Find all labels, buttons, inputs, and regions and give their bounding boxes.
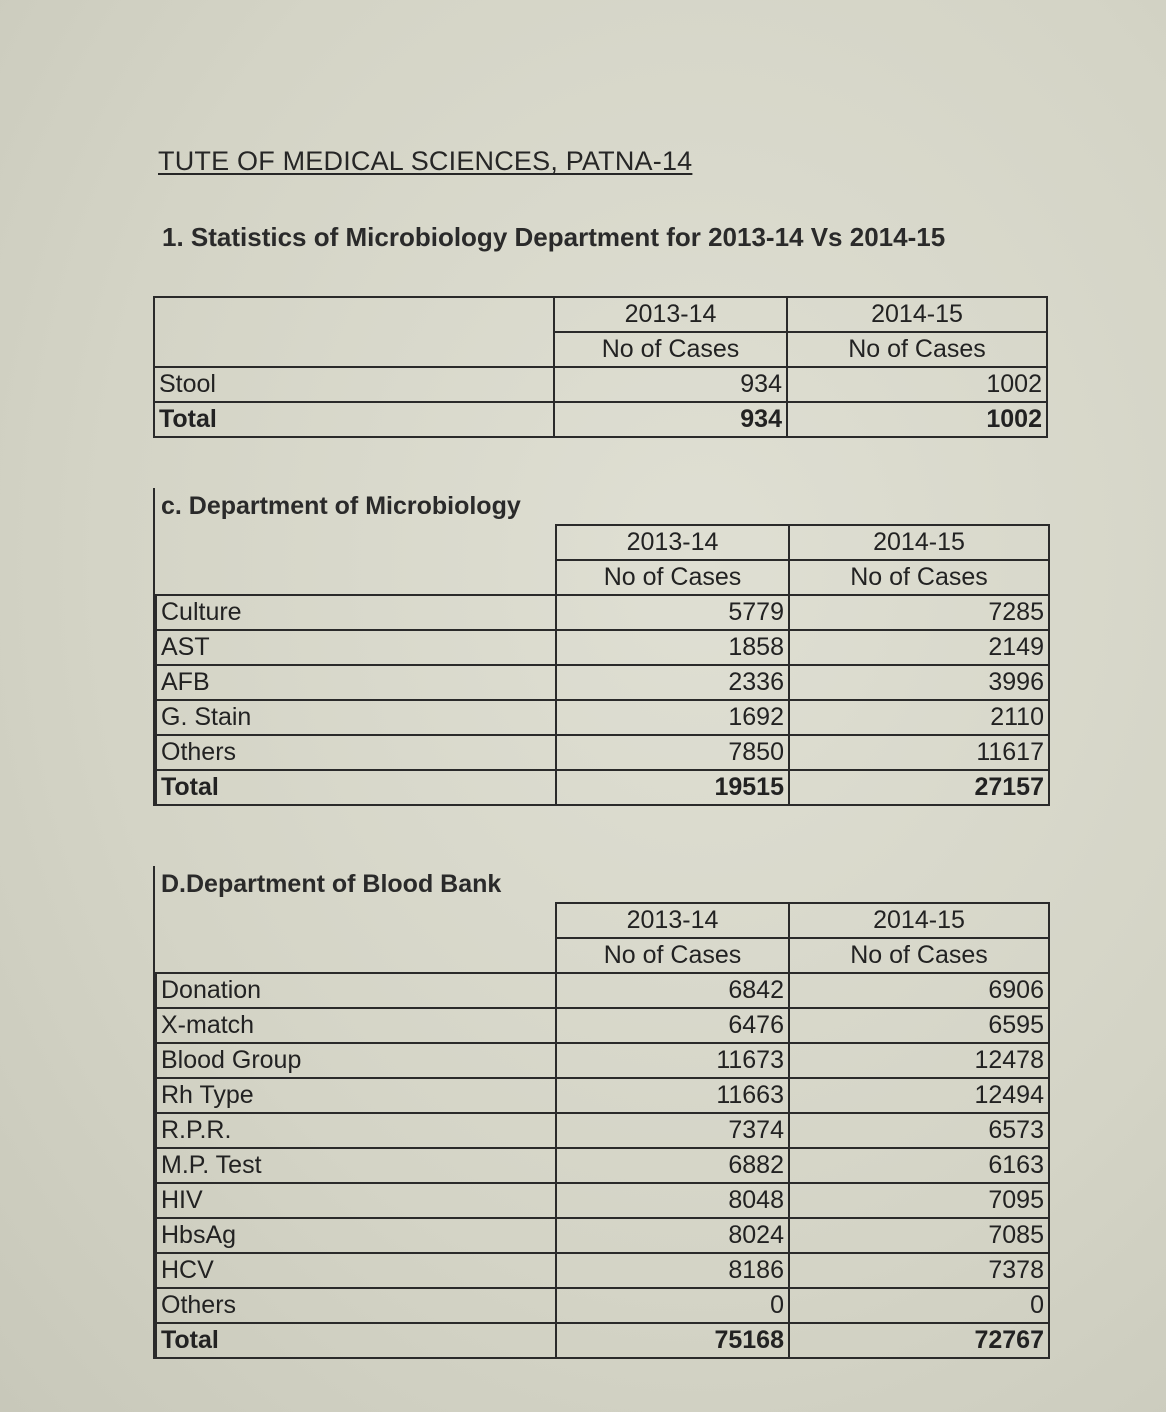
year-2013-14-header: 2013-14: [556, 525, 789, 560]
value-2014-15: 27157: [789, 770, 1049, 805]
row-label: Stool: [154, 367, 554, 402]
value-2013-14: 1692: [556, 700, 789, 735]
value-2014-15: 6595: [789, 1008, 1049, 1043]
cases-header-2013-14: No of Cases: [556, 560, 789, 595]
value-2013-14: 11663: [556, 1078, 789, 1113]
row-label: Rh Type: [156, 1078, 556, 1113]
microbiology-section: [153, 488, 1050, 806]
cases-header-2014-15: No of Cases: [789, 938, 1049, 973]
row-label: G. Stain: [156, 700, 556, 735]
section-title: c. Department of Microbiology: [161, 492, 521, 520]
blood-bank-section: [153, 866, 1050, 1359]
row-label: Culture: [156, 595, 556, 630]
table-row: [156, 700, 1049, 735]
row-label: AST: [156, 630, 556, 665]
value-2014-15: 12478: [789, 1043, 1049, 1078]
value-2014-15: 11617: [789, 735, 1049, 770]
table-row: [156, 630, 1049, 665]
cases-header-2014-15: No of Cases: [789, 560, 1049, 595]
microbiology-table: [155, 524, 1050, 806]
value-2013-14: 934: [554, 402, 787, 437]
value-2013-14: 0: [556, 1288, 789, 1323]
value-2013-14: 7850: [556, 735, 789, 770]
stool-section: [153, 296, 1048, 438]
value-2014-15: 3996: [789, 665, 1049, 700]
table-row: [156, 665, 1049, 700]
blood-bank-table: [155, 902, 1050, 1359]
row-label: X-match: [156, 1008, 556, 1043]
value-2013-14: 1858: [556, 630, 789, 665]
year-2014-15-header: 2014-15: [789, 525, 1049, 560]
cases-header-2014-15: No of Cases: [787, 332, 1047, 367]
table-row: [156, 1253, 1049, 1288]
table-row: [156, 1148, 1049, 1183]
row-label: Others: [156, 735, 556, 770]
table-row: [156, 1043, 1049, 1078]
table-row: [154, 367, 1047, 402]
stool-table: [153, 296, 1048, 438]
table-row: [156, 595, 1049, 630]
table-row: [156, 973, 1049, 1008]
value-2013-14: 6476: [556, 1008, 789, 1043]
year-header-row: [156, 525, 1049, 560]
value-2014-15: 7085: [789, 1218, 1049, 1253]
year-2013-14-header: 2013-14: [554, 297, 787, 332]
value-2013-14: 19515: [556, 770, 789, 805]
year-2014-15-header: 2014-15: [789, 903, 1049, 938]
value-2013-14: 5779: [556, 595, 789, 630]
year-header-row: [154, 297, 1047, 332]
value-2014-15: 6906: [789, 973, 1049, 1008]
statistics-title: 1. Statistics of Microbiology Department for 2013-14 Vs 2014-15: [162, 222, 946, 252]
row-label: Donation: [156, 973, 556, 1008]
value-2013-14: 8024: [556, 1218, 789, 1253]
value-2013-14: 75168: [556, 1323, 789, 1358]
row-label: M.P. Test: [156, 1148, 556, 1183]
total-row: [156, 1323, 1049, 1358]
institute-heading: TUTE OF MEDICAL SCIENCES, PATNA-14: [158, 146, 693, 176]
value-2014-15: 1002: [787, 367, 1047, 402]
table-row: [156, 735, 1049, 770]
blank-header-cell: [156, 525, 556, 595]
value-2014-15: 2149: [789, 630, 1049, 665]
value-2014-15: 7378: [789, 1253, 1049, 1288]
value-2014-15: 7285: [789, 595, 1049, 630]
table-row: [156, 1288, 1049, 1323]
table-row: [156, 1113, 1049, 1148]
row-label: HIV: [156, 1183, 556, 1218]
cases-header-2013-14: No of Cases: [554, 332, 787, 367]
value-2013-14: 6882: [556, 1148, 789, 1183]
total-row: [154, 402, 1047, 437]
value-2013-14: 7374: [556, 1113, 789, 1148]
row-label: Others: [156, 1288, 556, 1323]
year-2014-15-header: 2014-15: [787, 297, 1047, 332]
row-label: Total: [154, 402, 554, 437]
total-row: [156, 770, 1049, 805]
value-2013-14: 11673: [556, 1043, 789, 1078]
value-2014-15: 2110: [789, 700, 1049, 735]
table-row: [156, 1218, 1049, 1253]
table-row: [156, 1183, 1049, 1218]
row-label: R.P.R.: [156, 1113, 556, 1148]
blank-header-cell: [156, 903, 556, 973]
value-2013-14: 934: [554, 367, 787, 402]
row-label: Blood Group: [156, 1043, 556, 1078]
year-2013-14-header: 2013-14: [556, 903, 789, 938]
blank-header-cell: [154, 297, 554, 367]
table-row: [156, 1078, 1049, 1113]
cases-header-2013-14: No of Cases: [556, 938, 789, 973]
row-label: HCV: [156, 1253, 556, 1288]
value-2014-15: 0: [789, 1288, 1049, 1323]
section-title: D.Department of Blood Bank: [161, 870, 502, 898]
value-2014-15: 1002: [787, 402, 1047, 437]
year-header-row: [156, 903, 1049, 938]
value-2013-14: 6842: [556, 973, 789, 1008]
row-label: Total: [156, 770, 556, 805]
value-2013-14: 8186: [556, 1253, 789, 1288]
value-2014-15: 72767: [789, 1323, 1049, 1358]
table-row: [156, 1008, 1049, 1043]
row-label: Total: [156, 1323, 556, 1358]
value-2013-14: 2336: [556, 665, 789, 700]
value-2014-15: 6163: [789, 1148, 1049, 1183]
value-2014-15: 7095: [789, 1183, 1049, 1218]
row-label: HbsAg: [156, 1218, 556, 1253]
value-2014-15: 6573: [789, 1113, 1049, 1148]
row-label: AFB: [156, 665, 556, 700]
value-2014-15: 12494: [789, 1078, 1049, 1113]
value-2013-14: 8048: [556, 1183, 789, 1218]
